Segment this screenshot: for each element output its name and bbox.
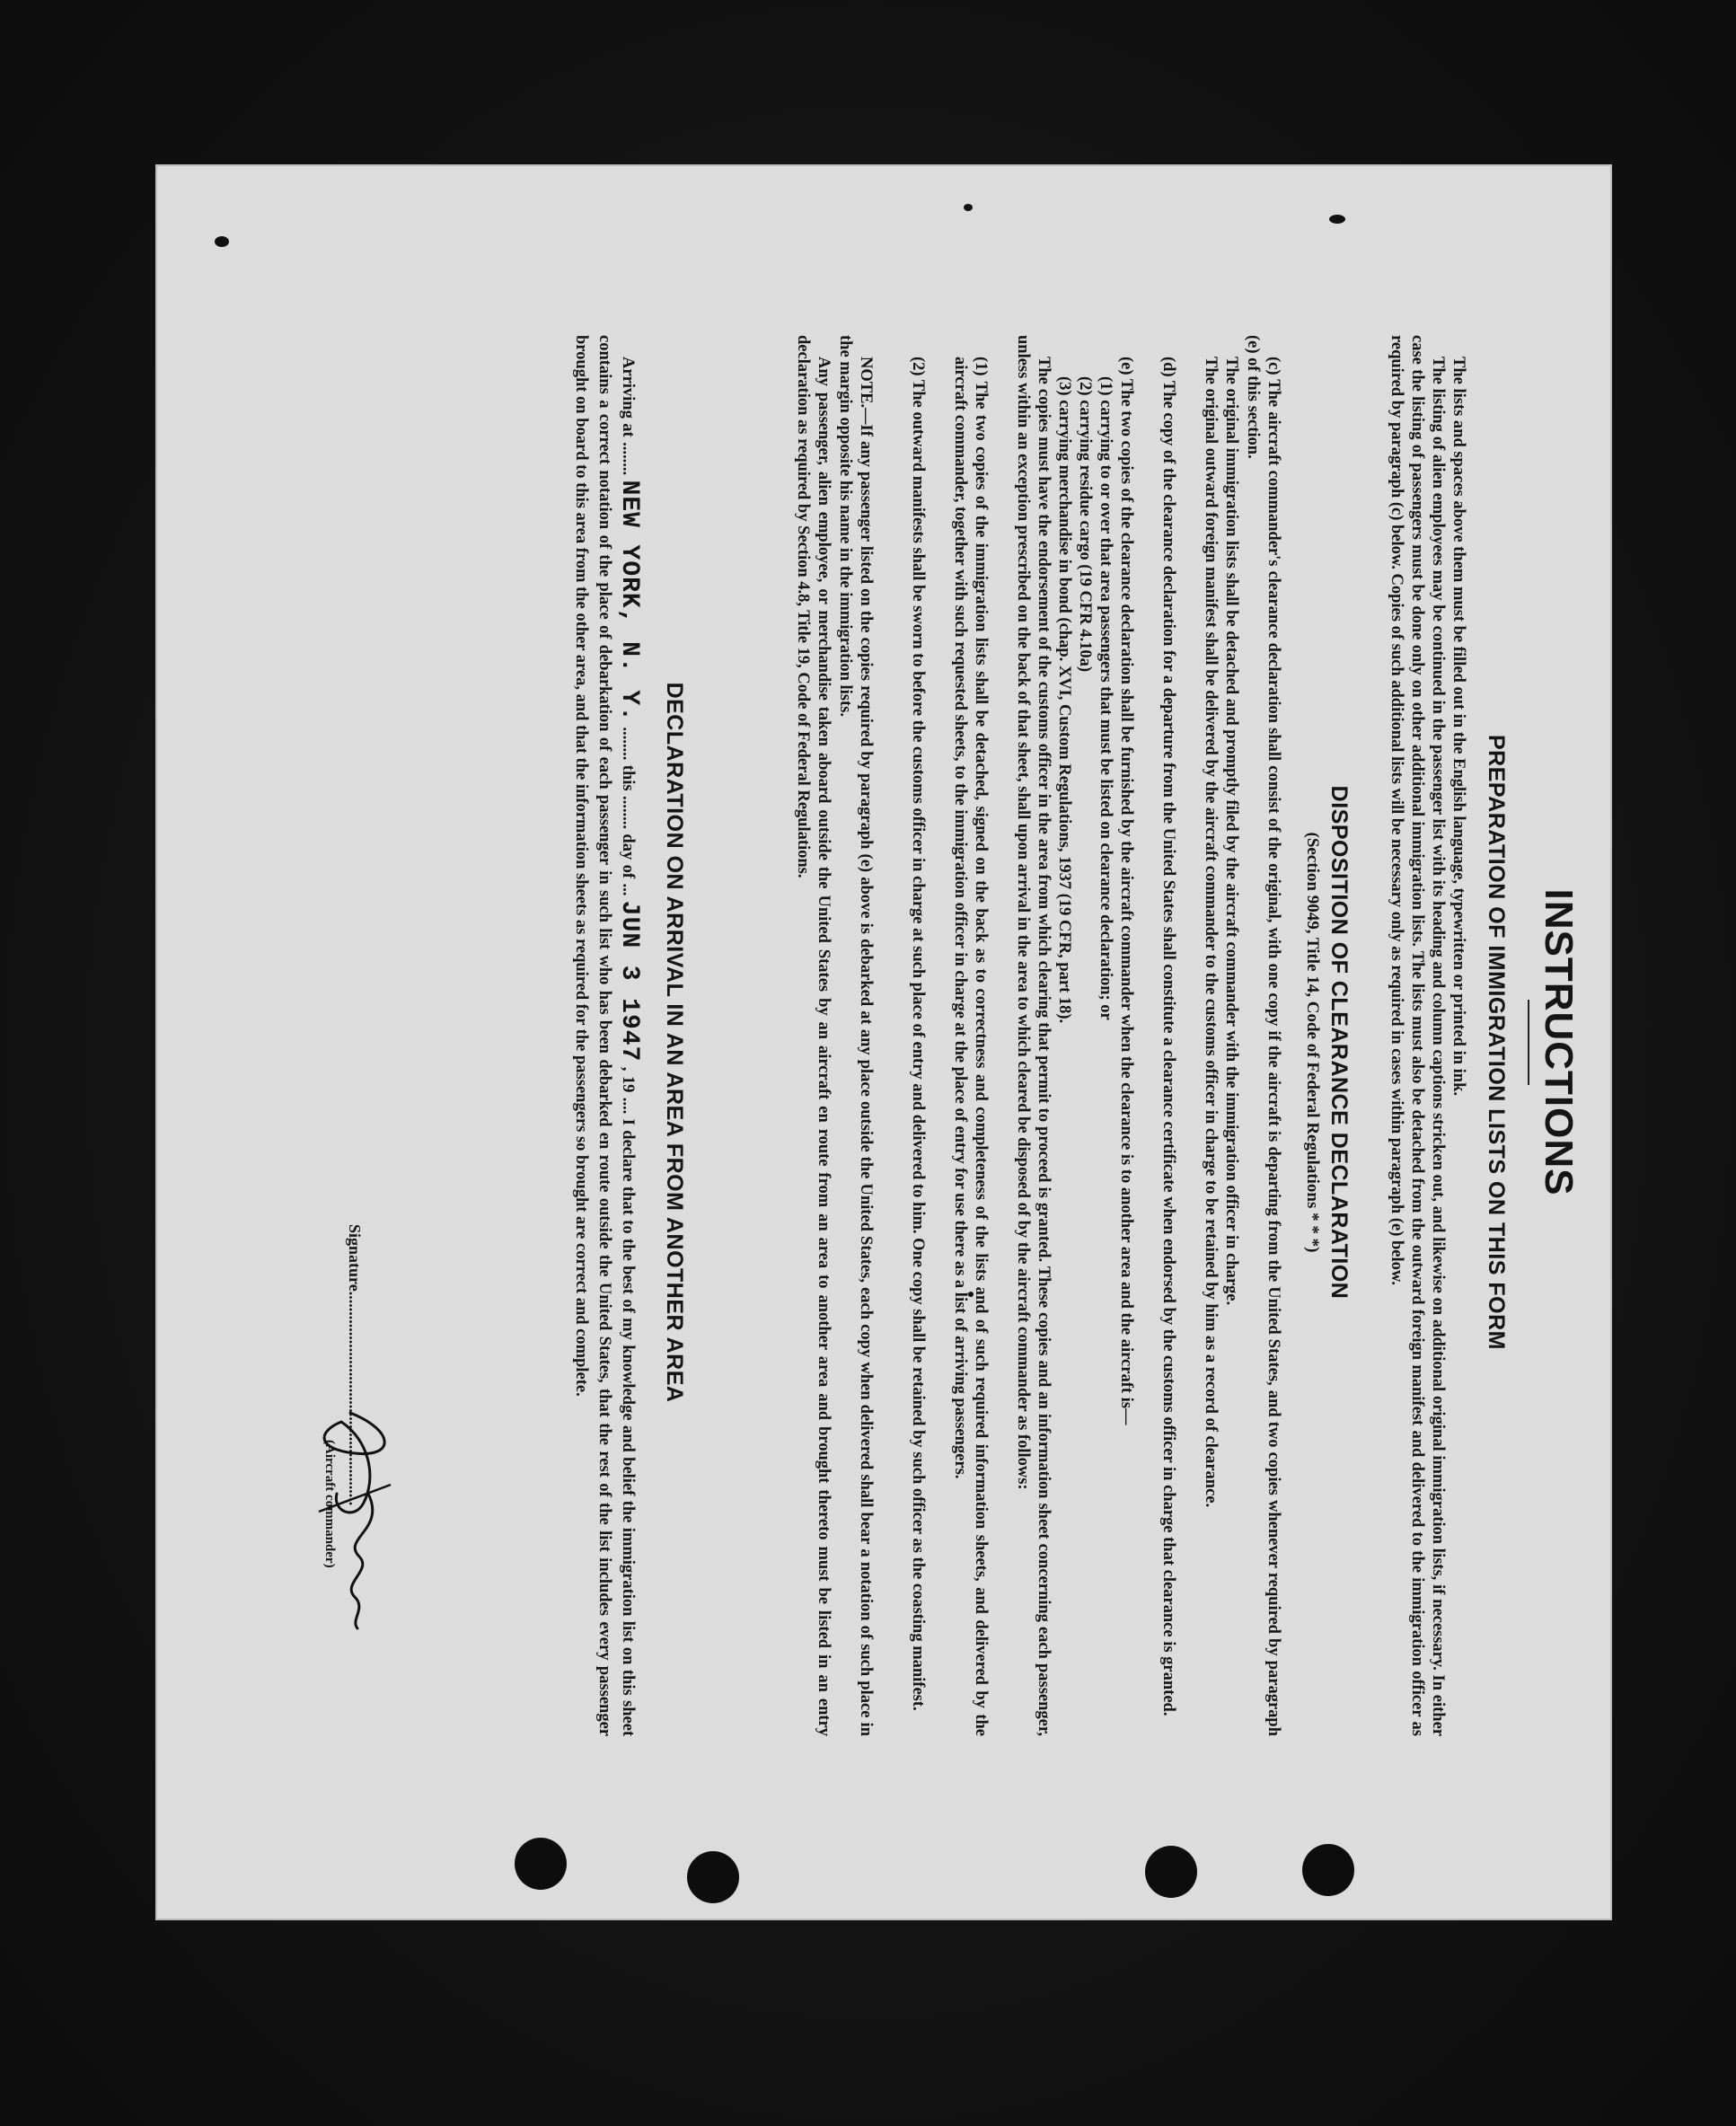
year-label: 19 bbox=[619, 1075, 637, 1093]
rotated-page-content bbox=[155, 164, 1612, 1920]
arriving-value: NEW YORK, N. Y. bbox=[615, 480, 643, 722]
document-sheet bbox=[155, 164, 1612, 1920]
prep-heading: PREPARATION OF IMMIGRATION LISTS ON THIS FORM bbox=[1484, 735, 1509, 1350]
signature-label: Signature bbox=[346, 1224, 364, 1292]
disp-e1: (1) carrying to or over that area passengers that must be listed on clearance declaration; or bbox=[1097, 376, 1115, 1020]
decl-heading: DECLARATION ON ARRIVAL IN AN AREA FROM ANOTHER AREA bbox=[662, 682, 687, 1403]
disp-f2: (2) The outward manifests shall be sworn to before the customs officer in charge at such place of entry and delivered to him. One copy shall be retained by such officer as the coasting manifest. bbox=[909, 357, 927, 1711]
disp-e4: The copies must have the endorsement of the customs officer in the area from which clearing that permit to proceed is granted. These copies and an information sheet concerning each passenger, unless within an exception prescribed on the back of that sheet, shall upon arrival in the area to which cleared be disposed of by the aircraft commander as follows: bbox=[1014, 335, 1053, 1736]
decl-statement-block: Arriving at ........ NEW YORK, N. Y. ........ this ........ day of ... JUN 3 1947 , 19 .... I declare that to the best of my knowledge and belief the immigration list on this sheet contains a correct notation of the place of debarkation of each passenger in such list who has been debarked en route outside the United States, that the rest of the list includes every passenger brought on board to this area from the other area, and that the information sheets as required for the passengers so brought are correct and complete. bbox=[572, 335, 643, 1737]
declaration-statement: I declare that to the best of my knowledge and belief the immigration list on this sheet contains a correct notation of the place of debarkation of each passenger in such list who has been debarked en route outside the United States, that the rest of the list includes every passenger brought on board to this area from the other area, and that the information sheets as required for the passengers so brought are correct and complete. bbox=[572, 335, 637, 1737]
date-stamp: JUN 3 1947 bbox=[615, 900, 643, 1063]
disp-c3: The original outward foreign manifest shall be delivered by the aircraft commander to the customs officer in charge to be retained by him as a record of clearance. bbox=[1202, 357, 1220, 1508]
prep-p2: The listing of alien employees may be continued in the passenger list with its heading and column captions stricken out, and likewise on additional original immigration lists, if necessary. In either case the listing of passengers must be done only on other additional immigration lists. The lists must also be detached from the outward foreign manifest and delivered to the immigration officer as required by paragraph (c) below. Copies of such additional lists will be necessary only as required in cases within paragraph (e) below. bbox=[1388, 335, 1447, 1736]
disp-e: (e) The two copies of the clearance declaration shall be furnished by the aircraft commander when the clearance is to another area and the aircraft is— bbox=[1117, 357, 1135, 1425]
signature-caption: (Aircraft commander) bbox=[322, 1440, 337, 1568]
disp-subheading: (Section 9049, Title 14, Code of Federal Regulations * * *) bbox=[1303, 832, 1322, 1253]
signature-line: Signature..................................................... bbox=[346, 1224, 364, 1506]
disp-c2: The original immigration lists shall be detached and promptly filed by the aircraft commander with the immigration officer in charge. bbox=[1222, 357, 1240, 1306]
disp-note: NOTE.—If any passenger listed on the copies required by paragraph (e) above is debarked at any place outside the United States, each copy when delivered shall bear a notation of such place in the margin opposite his name in the immigration lists. bbox=[836, 335, 875, 1736]
day-label: day of bbox=[619, 834, 637, 879]
page-title: INSTRUCTIONS bbox=[1537, 888, 1581, 1196]
disp-c: (c) The aircraft commander's clearance declaration shall consist of the original, with one copy if the aircraft is departing from the United States, and two copies whenever required by paragraph (e) of this section. bbox=[1244, 335, 1282, 1736]
this-label: this bbox=[619, 764, 637, 791]
title-rule bbox=[1528, 1000, 1529, 1085]
disp-f1: (1) The two copies of the immigration lists shall be detached, signed on the back as to correctness and completeness of the lists and of such required information sheets, and delivered by the aircraft commander, together with such requested sheets, to the immigration officer in charge at the place of entry for use there as a list of arriving passengers. bbox=[951, 357, 990, 1736]
disp-heading: DISPOSITION OF CLEARANCE DECLARATION bbox=[1326, 785, 1352, 1300]
arriving-label: Arriving at bbox=[619, 357, 637, 437]
disp-e3: (3) carrying merchandise in bond (chap. XVI, Custom Regulations, 1937 (19 CFR, part 18). bbox=[1055, 376, 1073, 1024]
prep-p1: The lists and spaces above them must be filled out in the English language, typewritten or printed in ink. bbox=[1450, 357, 1467, 1096]
disp-e2: (2) carrying residue cargo (19 CFR 4.10a) bbox=[1076, 376, 1094, 672]
disp-d: (d) The copy of the clearance declaration for a departure from the United States shall constitute a clearance certificate when endorsed by the customs officer in charge that clearance is granted. bbox=[1159, 357, 1177, 1716]
handwritten-signature bbox=[314, 1404, 404, 1637]
disp-any: Any passenger, alien employee, or merchandise taken aboard outside the United States by an aircraft en route from an area to another area and brought thereto must be listed in an entry declaration as required by Section 4.8, Title 19, Code of Federal Regulations. bbox=[794, 335, 833, 1736]
